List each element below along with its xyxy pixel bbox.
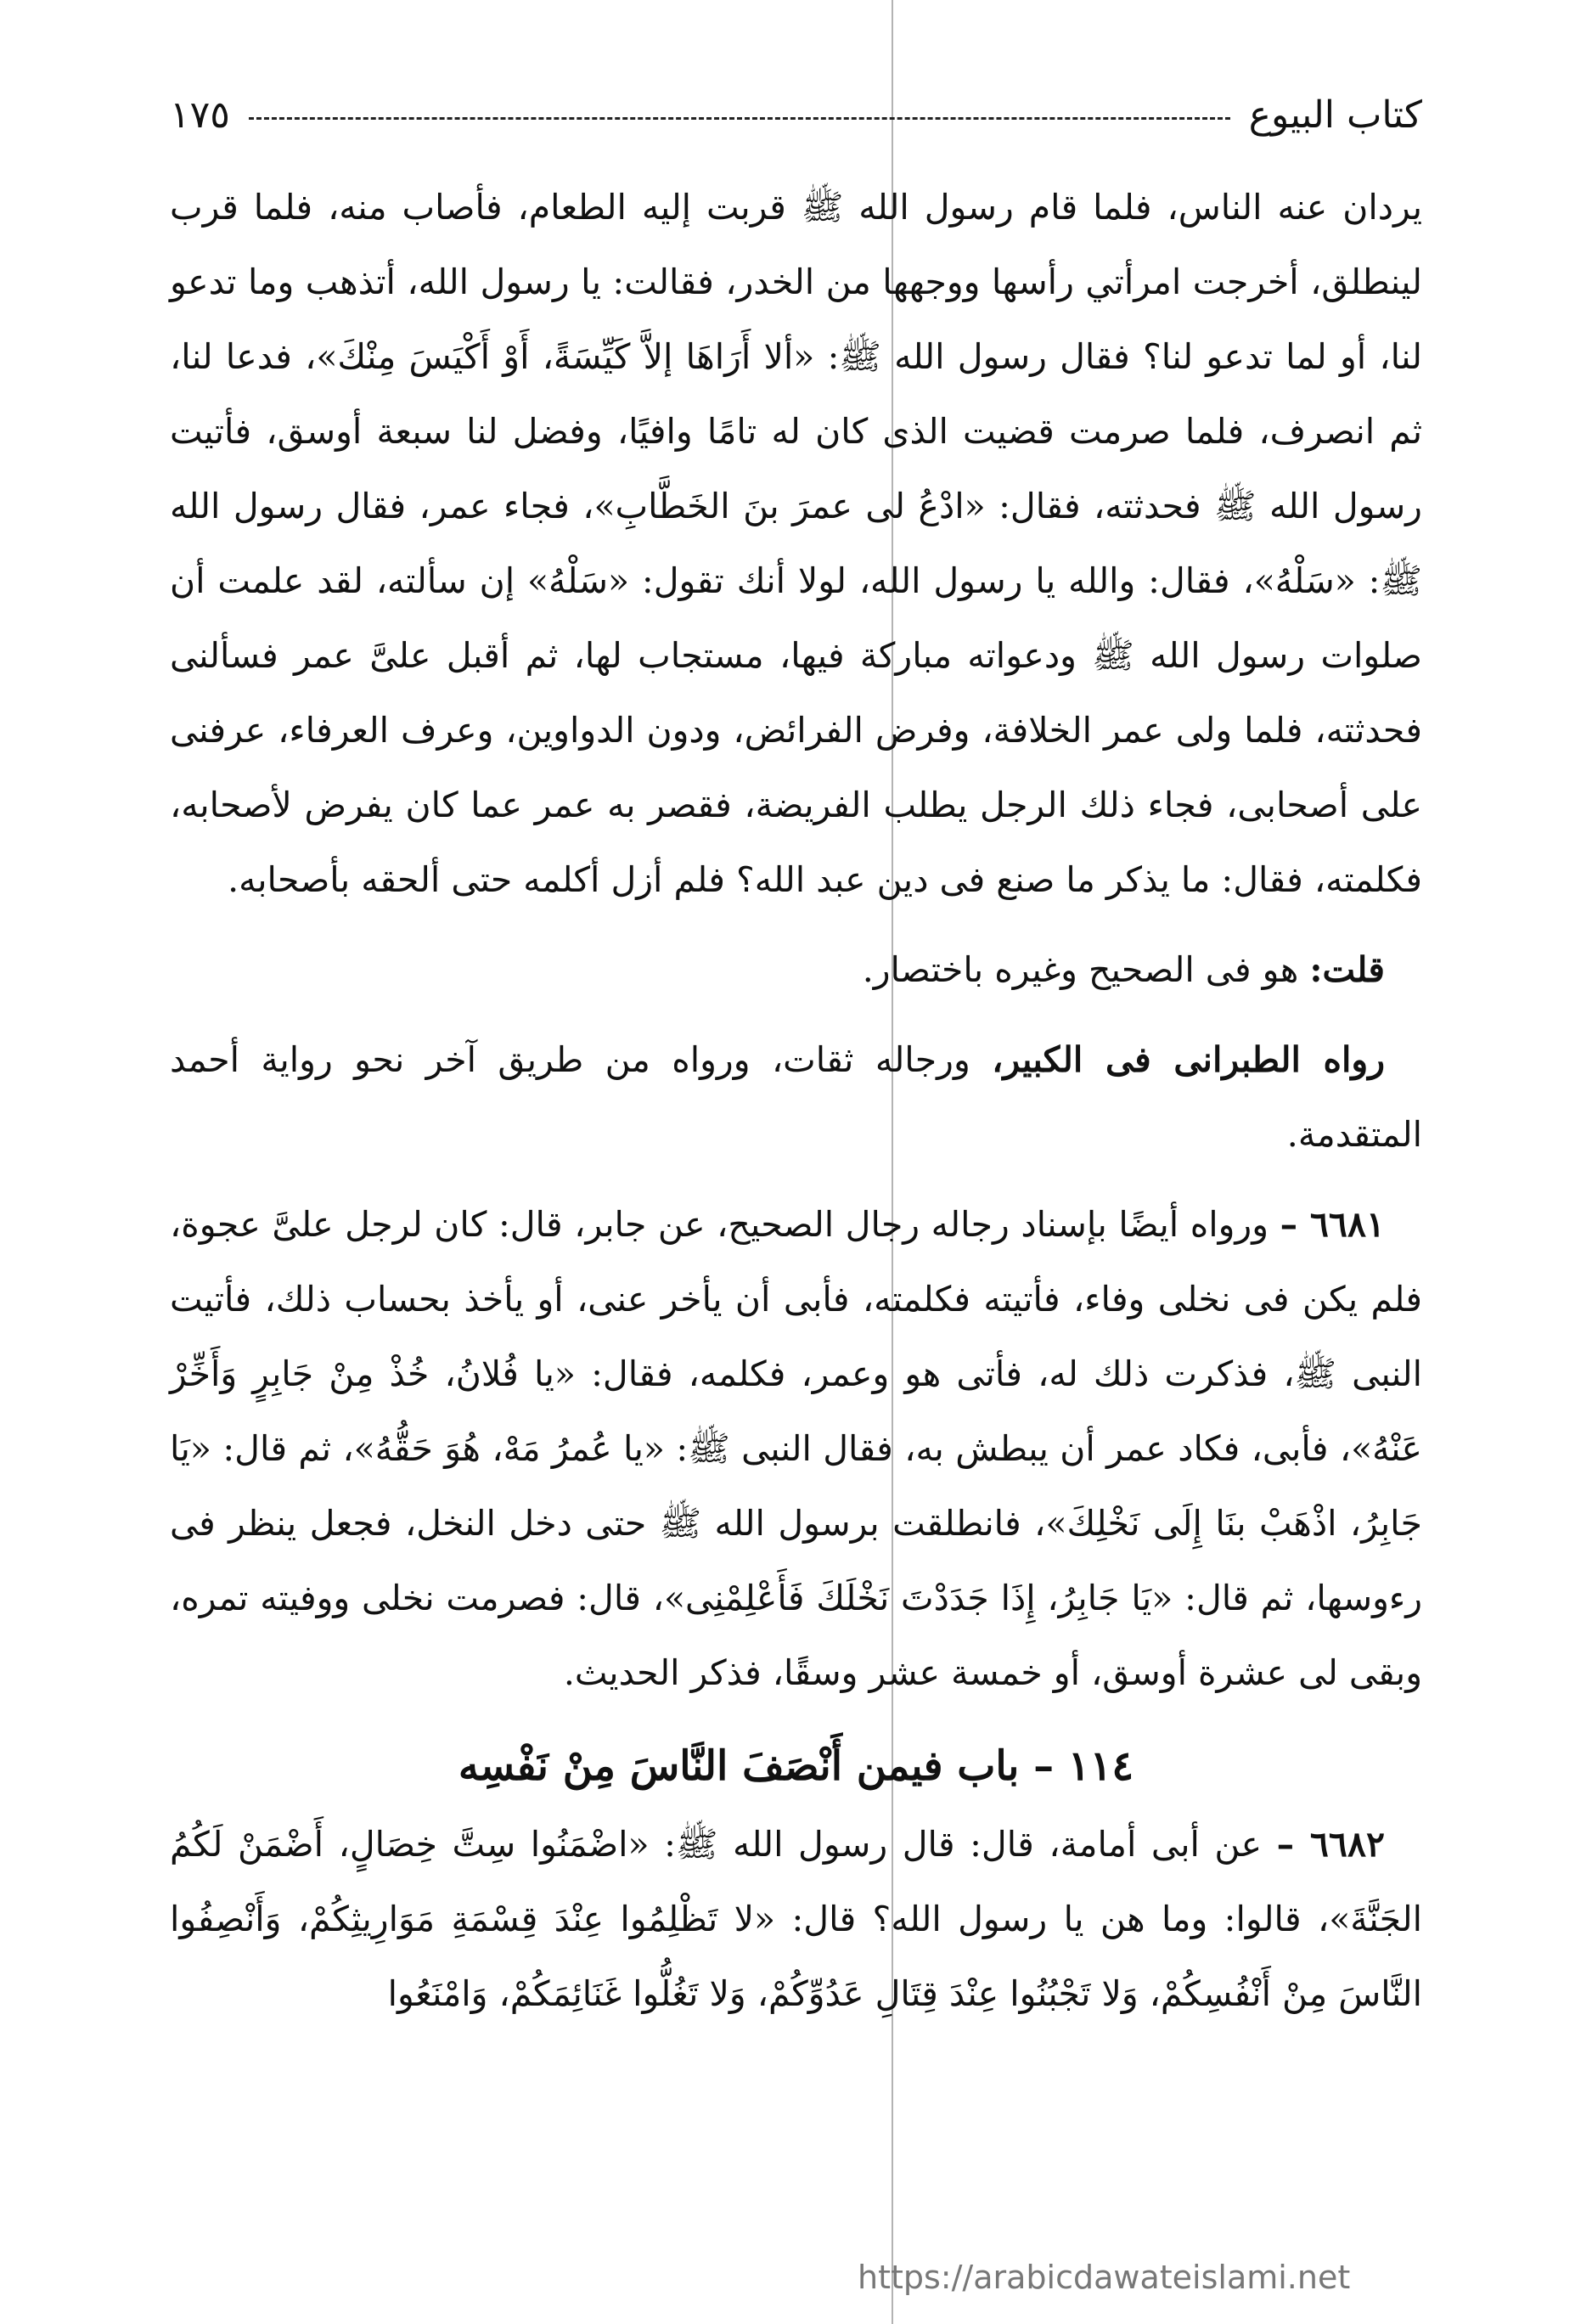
source-watermark: https://arabicdawateislami.net (858, 2259, 1351, 2296)
hadith-number: ٦٦٨١ – (1280, 1204, 1385, 1245)
note-lead: قلت: (1309, 949, 1385, 990)
paragraph-text: هو فى الصحيح وغيره باختصار. (862, 949, 1310, 990)
paragraph-text: ورجاله ثقات، ورواه من طريق آخر نحو رواية أحمد المتقدمة. (170, 1039, 1422, 1155)
paragraph-text: ورواه أيضًا بإسناد رجاله رجال الصحيح، عن جابر، قال: كان لرجل علىَّ عجوة، فلم يكن فى نخلى وفاء، فأتيته فكلمته، فأبى أن يأخر عنى، أو يأخذ بحساب ذلك، فأتيت النبى ﷺ، فذكرت ذلك له، فأتى هو وعمر، فكلمه، فقال: «يا فُلانُ، خُذْ مِنْ جَابِرٍ وَأَخِّرْ عَنْهُ»، فأبى، فكاد عمر أن يبطش به، فقال النبى ﷺ: «يا عُمرُ مَهْ، هُوَ حَقُّهُ»، ثم قال: «يَا جَابِرُ، اذْهَبْ بنَا إِلَى نَخْلِكَ»، فانطلقت برسول الله ﷺ حتى دخل النخل، فجعل ينظر فى رءوسها، ثم قال: «يَا جَابِرُ، إِذَا جَدَدْتَ نَخْلَكَ فَأَعْلِمْنِى»، قال: فصرمت نخلى ووفيته تمره، وبقى لى عشرة أوسق، أو خمسة عشر وسقًا، فذكر الحديث. (170, 1204, 1422, 1693)
paragraph-text: يردان عنه الناس، فلما قام رسول الله ﷺ قربت إليه الطعام، فأصاب منه، فلما قرب لينطلق، أخرجت امرأتي رأسها ووجهها من الخدر، فقالت: يا رسول الله، أتذهب وما تدعو لنا، أو لما تدعو لنا؟ فقال رسول الله ﷺ: «ألا أَرَاهَا إلاَّ كَيِّسَةً، أَوْ أَكْيَسَ مِنْكَ»، فدعا لنا، ثم انصرف، فلما صرمت قضيت الذى كان له تامًا وافيًا، وفضل لنا سبعة أوسق، فأتيت رسول الله ﷺ فحدثته، فقال: «ادْعُ لى عمرَ بنَ الخَطَّابِ»، فجاء عمر، فقال رسول الله ﷺ: «سَلْهُ»، فقال: والله يا رسول الله، لولا أنك تقول: «سَلْهُ» إن سألته، لقد علمت أن صلوات رسول الله ﷺ ودعواته مباركة فيها، مستجاب لها، ثم أقبل علىَّ عمر فسألنى فحدثته، فلما ولى عمر الخلافة، وفرض الفرائض، ودون الدواوين، وعرف العرفاء، عرفنى على أصحابى، فجاء ذلك الرجل يطلب الفريضة، فقصر به عمر عما كان يفرض لأصحابه، فكلمته، فقال: ما يذكر ما صنع فى دين عبد الله؟ فلم أزل أكلمه حتى ألحقه بأصحابه. (170, 187, 1422, 900)
paragraph-note (170, 932, 1422, 1007)
header-dashed-rule (249, 117, 1230, 120)
page-body (170, 170, 1422, 2031)
paragraph-continuation (170, 170, 1422, 917)
section-heading: ١١٤ – باب فيمن أَنْصَفَ النَّاسَ مِنْ نَفْسِه (458, 1742, 1134, 1790)
hadith-6682 (170, 1807, 1422, 2031)
source-lead: رواه الطبرانى فى الكبير، (992, 1039, 1385, 1080)
hadith-6681 (170, 1187, 1422, 1710)
hadith-number: ٦٦٨٢ – (1276, 1824, 1385, 1865)
paragraph-text: عن أبى أمامة، قال: قال رسول الله ﷺ: «اضْمَنُوا سِتَّ خِصَالٍ، أَضْمَنْ لَكُمُ الجَنَّةَ»، قالوا: وما هن يا رسول الله؟ قال: «لا تَظْلِمُوا عِنْدَ قِسْمَةِ مَوَارِيثِكُمْ، وَأَنْصِفُوا النَّاسَ مِنْ أَنْفُسِكُمْ، وَلا تَجْبُنُوا عِنْدَ قِتَالِ عَدُوِّكُمْ، وَلا تَغُلُّوا غَنَائِمَكُمْ، وَامْنَعُوا (170, 1824, 1422, 2014)
paragraph-narration-source (170, 1022, 1422, 1172)
page-number: ١٧٥ (170, 93, 230, 137)
running-header (170, 85, 1422, 144)
chapter-title: كتاب البيوع (1248, 93, 1422, 137)
